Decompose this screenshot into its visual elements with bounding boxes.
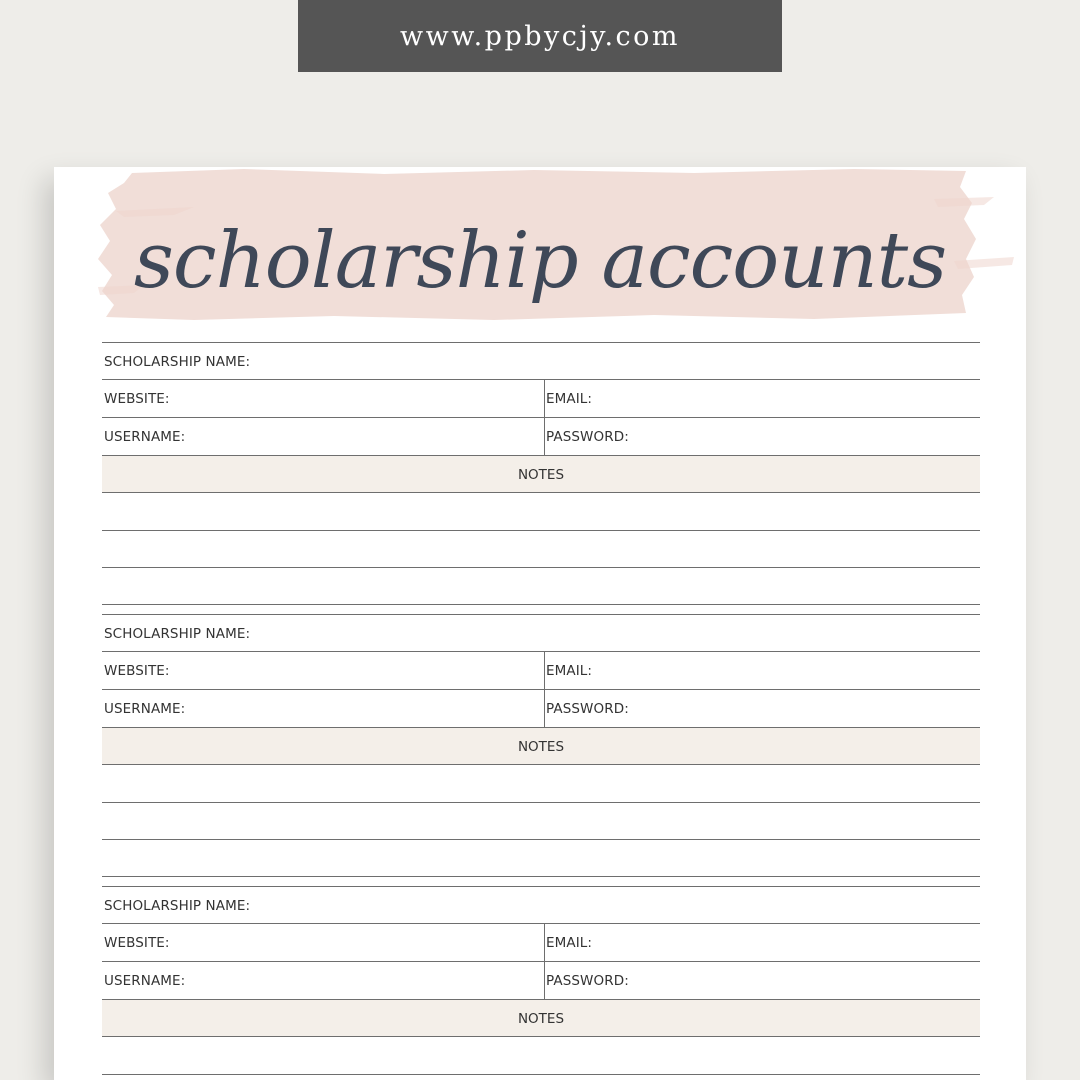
page-title: scholarship accounts: [133, 216, 947, 306]
notes-line: [102, 567, 980, 568]
notes-header: [102, 727, 980, 764]
scholarship-name-label: SCHOLARSHIP NAME:: [104, 354, 251, 370]
password-label: PASSWORD:: [546, 973, 629, 989]
website-label: WEBSITE:: [104, 935, 170, 951]
username-password-row: [102, 417, 980, 454]
notes-line: [102, 492, 980, 493]
notes-label: NOTES: [517, 739, 565, 755]
notes-line: [102, 530, 980, 531]
scholarship-name-row[interactable]: [102, 886, 980, 923]
password-label: PASSWORD:: [546, 701, 629, 717]
scholarship-name-label: SCHOLARSHIP NAME:: [104, 626, 251, 642]
notes-line: [102, 876, 980, 877]
username-label: USERNAME:: [104, 701, 186, 717]
notes-line: [102, 604, 980, 605]
website-email-row: [102, 923, 980, 960]
notes-label: NOTES: [517, 467, 565, 483]
email-label: EMAIL:: [546, 391, 593, 407]
email-label: EMAIL:: [546, 663, 593, 679]
planner-sheet: [54, 167, 1026, 1080]
notes-header: [102, 999, 980, 1036]
notes-line: [102, 764, 980, 765]
website-url: www.ppbycjy.com: [399, 20, 681, 52]
scholarship-name-row[interactable]: [102, 614, 980, 651]
username-label: USERNAME:: [104, 429, 186, 445]
website-banner: [298, 0, 782, 72]
notes-line: [102, 839, 980, 840]
scholarship-name-row[interactable]: [102, 342, 980, 379]
password-label: PASSWORD:: [546, 429, 629, 445]
username-label: USERNAME:: [104, 973, 186, 989]
website-label: WEBSITE:: [104, 663, 170, 679]
email-label: EMAIL:: [546, 935, 593, 951]
scholarship-name-label: SCHOLARSHIP NAME:: [104, 898, 251, 914]
username-password-row: [102, 689, 980, 726]
website-email-row: [102, 379, 980, 416]
notes-line: [102, 802, 980, 803]
username-password-row: [102, 961, 980, 998]
website-email-row: [102, 651, 980, 688]
notes-line: [102, 1036, 980, 1037]
notes-label: NOTES: [517, 1011, 565, 1027]
notes-line: [102, 1074, 980, 1075]
notes-header: [102, 455, 980, 492]
website-label: WEBSITE:: [104, 391, 170, 407]
